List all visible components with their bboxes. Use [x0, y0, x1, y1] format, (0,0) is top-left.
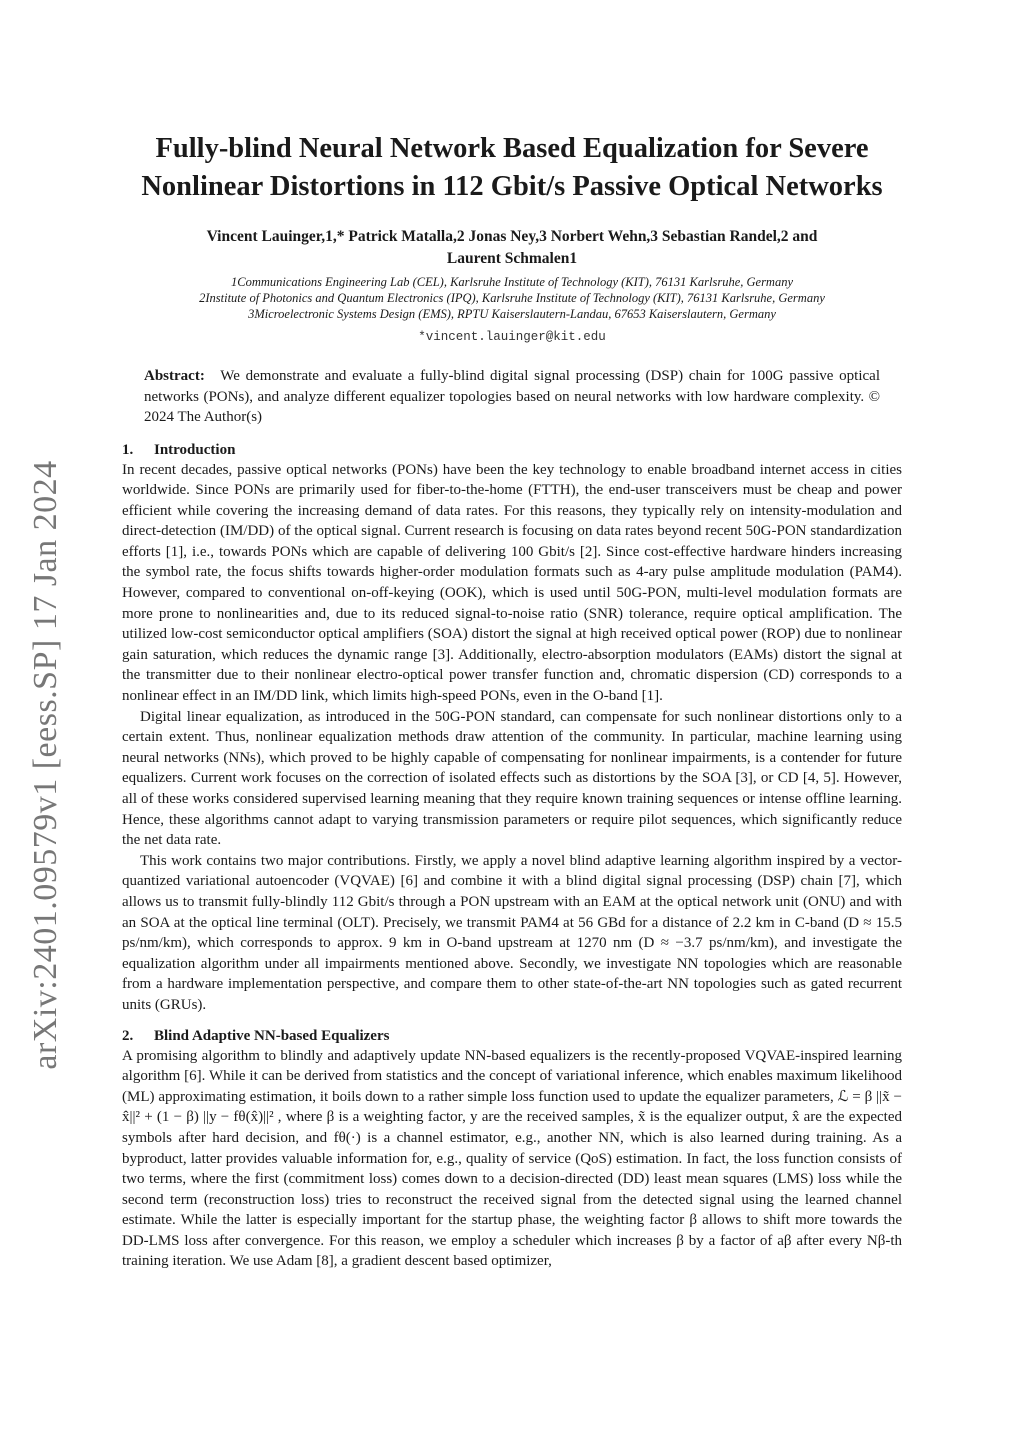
intro-paragraph-1: In recent decades, passive optical networks (PONs) have been the key technology to enable broadband internet access in cities worldwide. Since PONs are primarily used for fiber-to-the-home (FTTH), the end-user transceivers must be cheap and power efficient while covering the increasing demand of data rates. For this reasons, they typically rely on intensity-modulation and direct-detection (IM/DD) of the optical signal. Current research is focusing on data rates beyond recent 50G-PON standardization efforts [1], i.e., towards PONs which are capable of delivering 100 Gbit/s [2]. Since cost-effective hardware hinders increasing the symbol rate, the focus shifts towards higher-order modulation formats such as 4-ary pulse amplitude modulation (PAM4). However, compared to conventional on-off-keying (OOK), which is used until 50G-PON, multi-level modulation formats are more prone to nonlinearities and, due to its reduced signal-to-noise ratio (SNR) tolerance, require optical amplification. The utilized low-cost semiconductor optical amplifiers (SOA) distort the signal at high received optical power (ROP) due to nonlinear gain saturation, which reduces the dynamic range [3]. Additionally, electro-absorption modulators (EAMs) distort the signal at the transmitter due to their nonlinear electro-optical power transfer function and, chromatic dispersion (CD) corresponds to a nonlinear effect in an IM/DD link, which limits high-speed PONs, even in the O-band [1]. — [122, 461, 902, 705]
section-number: 1. — [122, 441, 134, 458]
abstract-text: We demonstrate and evaluate a fully-blind digital signal processing (DSP) chain for 100G passive optical networks (PONs), and analyze different equalizer topologies based on neural networks with low hardware complexity. © 2024 The Author(s) — [144, 368, 880, 425]
section2-paragraph-1: A promising algorithm to blindly and adaptively update NN-based equalizers is the recently-proposed VQVAE-inspired learning algorithm [6]. While it can be derived from statistics and the concept of variational inference, which enables maximum likelihood (ML) approximating estimation, it boils down to a rather simple loss function used to update the equalizer parameters, ℒ = β ||x̃ − x̂||² + (1 − β) ||y − fθ(x̂)||² , where β is a weighting factor, y are the received samples, x̃ is the equalizer output, x̂ are the expected symbols after hard decision, and fθ(·) is a channel estimator, e.g., another NN, which is also learned during training. As a byproduct, latter provides valuable information for, e.g., quality of service (QoS) estimation. In fact, the loss function consists of two terms, where the first (commitment loss) comes down to a decision-directed (DD) least mean squares (LMS) loss while the second term (reconstruction loss) tries to reconstruct the received signal from the detected signal using the learned channel estimate. While the latter is especially important for the startup phase, the weighting factor β allows to shift more towards the DD-LMS loss after convergence. For this reason, we employ a scheduler which increases β by a factor of aβ after every Nβ-th training iteration. We use Adam [8], a gradient descent based optimizer, — [122, 1047, 902, 1270]
paper-title — [122, 130, 902, 206]
title-line-1: Fully-blind Neural Network Based Equalization for Severe — [155, 133, 869, 164]
abstract-label: Abstract: — [144, 368, 205, 384]
intro-paragraph-2: Digital linear equalization, as introduced in the 50G-PON standard, can compensate for such nonlinear distortions only to a certain extent. Thus, nonlinear equalization methods draw attention of the community. In particular, machine learning using neural networks (NNs), which proved to be highly capable of compensating for nonlinear impairments, is a contender for future equalizers. Current work focuses on the correction of isolated effects such as distortions by the SOA [3], or CD [4, 5]. However, all of these works considered supervised learning meaning that they require known training sequences or intense offline learning. Hence, these algorithms cannot adapt to varying transmission parameters or require pilot sequences, which significantly reduce the net data rate. — [122, 708, 902, 849]
contact-email[interactable]: *vincent.lauinger@kit.edu — [418, 330, 606, 344]
section-title: Blind Adaptive NN-based Equalizers — [154, 1027, 390, 1044]
abstract — [144, 366, 880, 428]
affiliation-3: 3Microelectronic Systems Design (EMS), RPTU Kaiserslautern-Landau, 67653 Kaiserslautern, Germany — [248, 307, 776, 321]
paper-page — [122, 130, 902, 1272]
arxiv-sidebar-stamp — [20, 450, 72, 1080]
authors-line-2: Laurent Schmalen1 — [446, 250, 578, 267]
section-number: 2. — [122, 1027, 134, 1044]
title-line-2: Nonlinear Distortions in 112 Gbit/s Passive Optical Networks — [141, 171, 883, 202]
section-title: Introduction — [154, 441, 236, 458]
affiliation-2: 2Institute of Photonics and Quantum Electronics (IPQ), Karlsruhe Institute of Technology (KIT), 76131 Karlsruhe, Germany — [199, 291, 825, 305]
intro-paragraph-3: This work contains two major contributions. Firstly, we apply a novel blind adaptive learning algorithm inspired by a vector-quantized variational autoencoder (VQVAE) [6] and combine it with a blind digital signal processing (DSP) chain [7], which allows us to transmit fully-blindly 112 Gbit/s through a PON upstream with an EAM at the optical network unit (ONU) and with an SOA at the optical line terminal (OLT). Precisely, we transmit PAM4 at 56 GBd for a distance of 2.2 km in C-band (D ≈ 15.5 ps/nm/km), which corresponds to approx. 9 km in O-band upstream at 1270 nm (D ≈ −3.7 ps/nm/km), and investigate the equalization algorithm under all impairments mentioned above. Secondly, we investigate NN topologies which are reasonable from a hardware implementation perspective, and compare them to other state-of-the-art NN topologies such as gated recurrent units (GRUs). — [122, 852, 902, 1013]
author-list — [122, 226, 902, 270]
arxiv-id: arXiv:2401.09579v1 [eess.SP] 17 Jan 2024 — [27, 460, 64, 1070]
section-heading-introduction — [122, 440, 902, 460]
affiliation-1: 1Communications Engineering Lab (CEL), Karlsruhe Institute of Technology (KIT), 76131 Karlsruhe, Germany — [230, 275, 794, 289]
authors-line-1: Vincent Lauinger,1,* Patrick Matalla,2 Jonas Ney,3 Norbert Wehn,3 Sebastian Randel,2 and — [206, 228, 818, 245]
section-heading-blind-adaptive — [122, 1026, 902, 1046]
